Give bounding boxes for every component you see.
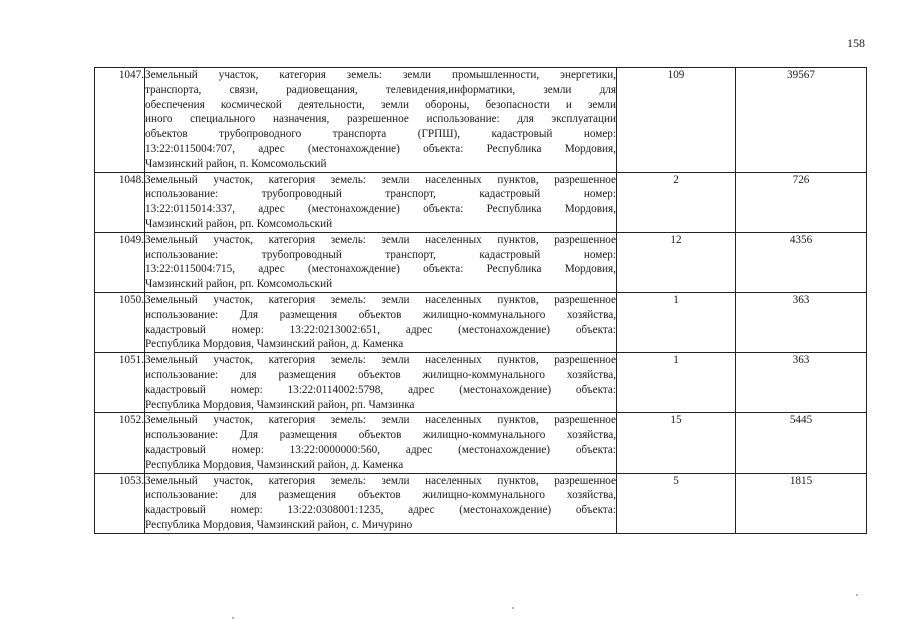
table-row (95, 292, 867, 352)
table-row (95, 172, 867, 232)
page-number: 158 (847, 36, 865, 50)
description-line: использование: для размещения объектов жилищно-коммунального хозяйства, (145, 489, 616, 502)
description-line: использование: Для размещения объектов жилищно-коммунального хозяйства, (145, 308, 616, 321)
row-number: 1048. (95, 172, 145, 232)
description-line: 13:22:0115004:715, адрес (местонахождение) объекта: Республика Мордовия, (145, 263, 616, 276)
table-row (95, 413, 867, 473)
description-line: кадастровый номер: 13:22:0114002:5798, адрес (местонахождение) объекта: (145, 383, 616, 396)
row-number: 1049. (95, 232, 145, 292)
description-line: использование: трубопроводный транспорт, кадастровый номер: (145, 188, 616, 201)
row-col4-value: 4356 (736, 232, 867, 292)
row-col4-value: 1815 (736, 473, 867, 533)
row-col4-value: 5445 (736, 413, 867, 473)
description-line: Республика Мордовия, Чамзинский район, д. Каменка (145, 458, 404, 471)
row-description (145, 232, 617, 292)
description-line: Республика Мордовия, Чамзинский район, с. Мичурино (145, 518, 413, 531)
row-col3-value: 5 (617, 473, 736, 533)
row-col4-value: 363 (736, 292, 867, 352)
description-line: Чамзинский район, п. Комсомольский (145, 157, 327, 170)
description-line: 13:22:0115014:337, адрес (местонахождение) объекта: Республика Мордовия, (145, 203, 616, 216)
row-description (145, 353, 617, 413)
row-col4-value: 39567 (736, 68, 867, 173)
description-line: Чамзинский район, рп. Комсомольский (145, 217, 333, 230)
description-line: Земельный участок, категория земель: земли населенных пунктов, разрешенное (145, 233, 616, 246)
row-col4-value: 363 (736, 353, 867, 413)
description-line: Земельный участок, категория земель: земли населенных пунктов, разрешенное (145, 293, 616, 306)
description-line: кадастровый номер: 13:22:0308001:1235, адрес (местонахождение) объекта: (145, 504, 616, 517)
row-col3-value: 1 (617, 292, 736, 352)
description-line: Земельный участок, категория земель: земли населенных пунктов, разрешенное (145, 474, 616, 487)
row-col3-value: 12 (617, 232, 736, 292)
description-line: 13:22:0115004:707, адрес (местонахождение) объекта: Республика Мордовия, (145, 142, 616, 155)
row-description (145, 172, 617, 232)
description-line: Земельный участок, категория земель: земли населенных пунктов, разрешенное (145, 414, 616, 427)
description-line: Чамзинский район, рп. Комсомольский (145, 278, 333, 291)
table-row (95, 68, 867, 173)
scan-speck (232, 617, 234, 619)
description-line: транспорта, связи, радиовещания, телевидения,информатики, земли для (145, 83, 616, 96)
description-line: использование: трубопроводный транспорт, кадастровый номер: (145, 248, 616, 261)
table-row (95, 232, 867, 292)
row-number: 1047. (95, 68, 145, 173)
row-col3-value: 2 (617, 172, 736, 232)
row-number: 1051. (95, 353, 145, 413)
description-line: кадастровый номер: 13:22:0000000:560, адрес (местонахождение) объекта: (145, 443, 616, 456)
row-col3-value: 15 (617, 413, 736, 473)
table-body (95, 68, 867, 534)
table-row (95, 353, 867, 413)
row-description (145, 68, 617, 173)
row-description (145, 292, 617, 352)
description-line: Земельный участок, категория земель: земли населенных пунктов, разрешенное (145, 354, 616, 367)
land-plots-table (94, 67, 867, 534)
row-number: 1052. (95, 413, 145, 473)
row-description (145, 413, 617, 473)
description-line: Земельный участок, категория земель: земли промышленности, энергетики, (145, 69, 616, 81)
row-col3-value: 109 (617, 68, 736, 173)
scan-speck (512, 607, 514, 609)
description-line: обеспечения космической деятельности, земли обороны, безопасности и земли (145, 98, 616, 111)
table-row (95, 473, 867, 533)
row-description (145, 473, 617, 533)
description-line: кадастровый номер: 13:22:0213002:651, адрес (местонахождение) объекта: (145, 323, 616, 336)
description-line: Республика Мордовия, Чамзинский район, рп. Чамзинка (145, 398, 415, 411)
description-line: иного специального назначения, разрешенное использование: для эксплуатации (145, 113, 616, 126)
row-col4-value: 726 (736, 172, 867, 232)
description-line: объектов трубопроводного транспорта (ГРПШ), кадастровый номер: (145, 128, 616, 141)
description-line: использование: для размещения объектов жилищно-коммунального хозяйства, (145, 368, 616, 381)
scan-speck (856, 594, 858, 596)
row-number: 1053. (95, 473, 145, 533)
description-line: Республика Мордовия, Чамзинский район, д. Каменка (145, 338, 404, 351)
description-line: Земельный участок, категория земель: земли населенных пунктов, разрешенное (145, 173, 616, 186)
row-col3-value: 1 (617, 353, 736, 413)
description-line: использование: Для размещения объектов жилищно-коммунального хозяйства, (145, 429, 616, 442)
row-number: 1050. (95, 292, 145, 352)
